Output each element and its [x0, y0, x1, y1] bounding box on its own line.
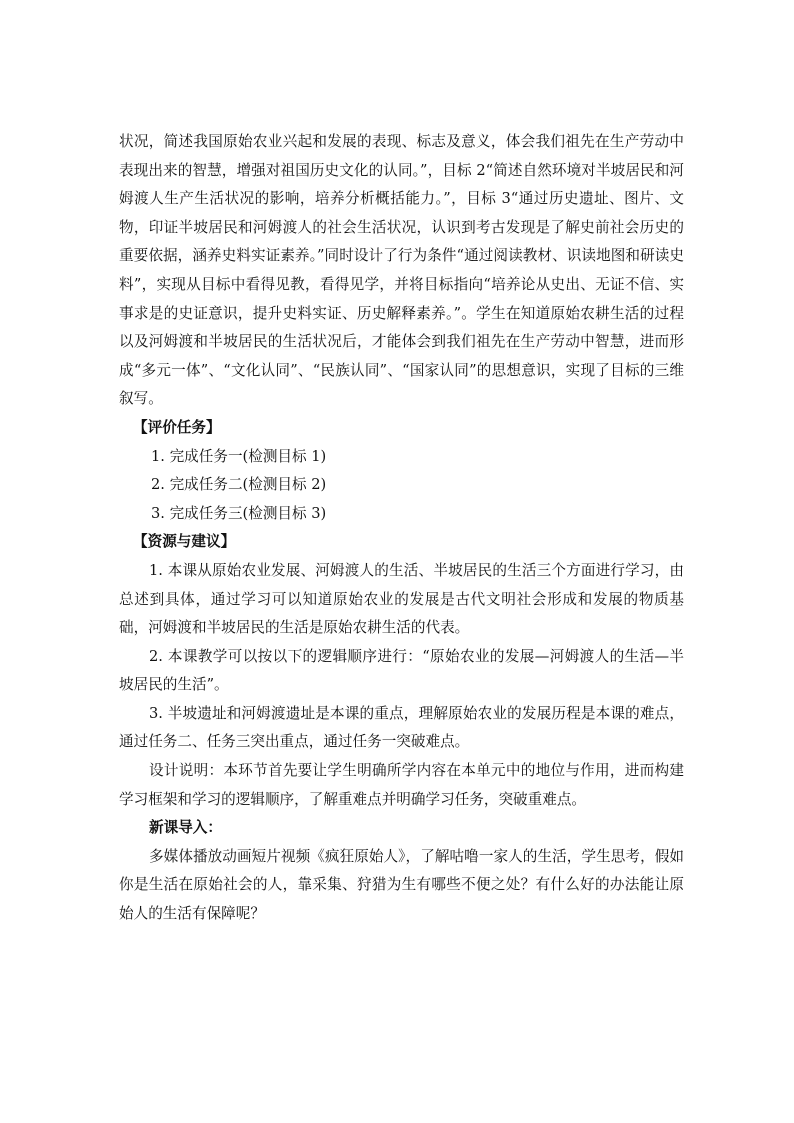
resources-heading: 【资源与建议】: [133, 533, 236, 551]
new-lesson-paragraph: 多媒体播放动画短片视频《疯狂原始人》，了解咕噜一家人的生活，学生思考，假如你是生活在原始社会的人，靠采集、狩猎为生有哪些不便之处？有什么好的办法能让原始人的生活有保障呢？: [119, 847, 684, 923]
design-note-paragraph: 设计说明：本环节首先要让学生明确所学内容在本单元中的地位与作用，进而构建学习框架和学习的逻辑顺序，了解重难点并明确学习任务，突破重难点。: [119, 762, 684, 808]
resource-paragraph-3: 3. 半坡遗址和河姆渡遗址是本课的重点，理解原始农业的发展历程是本课的难点，通过任务二、任务三突出重点，通过任务一突破难点。: [119, 704, 684, 751]
evaluation-tasks-heading: 【评价任务】: [133, 418, 221, 436]
task-item-3: 3. 完成任务三(检测目标 3): [151, 504, 327, 522]
resource-paragraph-1: 1. 本课从原始农业发展、河姆渡人的生活、半坡居民的生活三个方面进行学习，由总述到具体，通过学习可以知道原始农业的发展是古代文明社会形成和发展的物质基础，河姆渡和半坡居民的生活是原始农耕生活的代表。: [119, 561, 684, 637]
task-item-1: 1. 完成任务一(检测目标 1): [151, 447, 327, 465]
new-lesson-heading: 新课导入：: [149, 819, 222, 837]
task-item-2: 2. 完成任务二(检测目标 2): [151, 476, 327, 494]
document-body: [119, 128, 684, 929]
resource-paragraph-2: 2. 本课教学可以按以下的逻辑顺序进行：“原始农业的发展—河姆渡人的生活—半坡居民的生活”。: [119, 647, 684, 694]
intro-paragraph: 状况，简述我国原始农业兴起和发展的表现、标志及意义，体会我们祖先在生产劳动中表现出来的智慧，增强对祖国历史文化的认同。”，目标 2“简述自然环境对半坡居民和河姆渡人生产生活状况的影响，培养分析概括能力。”，目标 3“通过历史遗址、图片、文物，印证半坡居民和河姆渡人的社会生活状况，认识到考古发现是了解史前社会历史的重要依据，涵养史料实证素养。”同时设计了行为条件“通过阅读教材、识读地图和研读史料”，实现从目标中看得见教，看得见学，并将目标指向“培养论从史出、无证不信、实事求是的史证意识，提升史料实证、历史解释素养。”。学生在知道原始农耕生活的过程以及河姆渡和半坡居民的生活状况后，才能体会到我们祖先在生产劳动中智慧，进而形成“多元一体”、“文化认同”、“民族认同”、“国家认同”的思想意识，实现了目标的三维叙写。: [119, 133, 684, 408]
